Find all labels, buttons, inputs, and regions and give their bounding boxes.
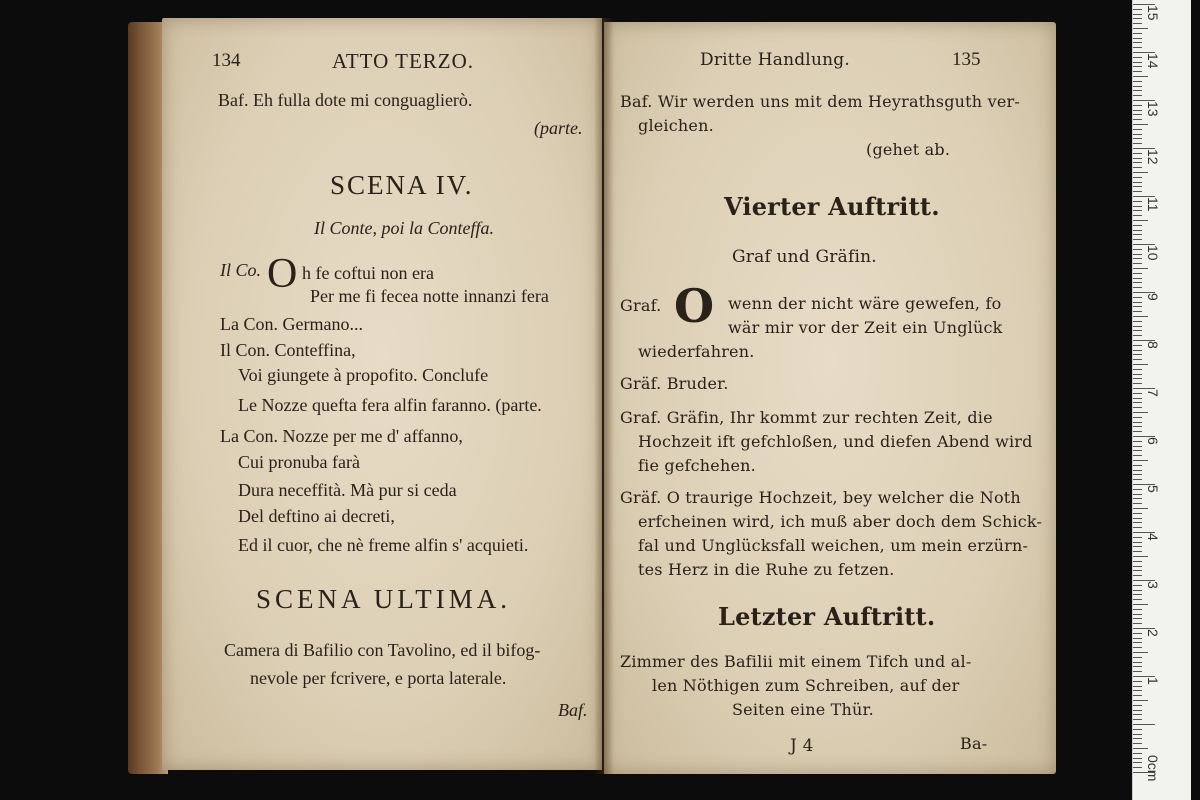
ruler-tick — [1133, 734, 1142, 735]
ruler-tick — [1133, 378, 1142, 379]
ruler-tick — [1133, 474, 1142, 475]
ruler-tick — [1133, 354, 1142, 355]
ruler-tick — [1133, 225, 1142, 226]
text-line: Baf. Wir werden uns mit dem Heyrathsguth ver- — [620, 92, 1020, 111]
signature-mark: J 4 — [790, 736, 814, 756]
ruler-tick — [1133, 321, 1142, 322]
ruler-tick — [1133, 172, 1148, 173]
ruler-tick — [1133, 633, 1142, 634]
ruler-number: 12 — [1145, 149, 1161, 165]
ruler-tick — [1133, 86, 1142, 87]
ruler-number: 7 — [1145, 389, 1161, 397]
drop-cap: O — [267, 251, 298, 297]
text-line: h fe coftui non era — [302, 263, 434, 283]
ruler-tick — [1133, 642, 1142, 643]
ruler-tick — [1133, 748, 1148, 749]
ruler-tick — [1133, 359, 1142, 360]
ruler-tick — [1133, 335, 1142, 336]
ruler-tick — [1133, 508, 1148, 509]
ruler-tick — [1133, 182, 1142, 183]
ruler-tick — [1133, 186, 1142, 187]
ruler-tick — [1133, 431, 1142, 432]
ruler-tick — [1133, 374, 1142, 375]
left-page — [162, 18, 602, 770]
ruler-tick — [1133, 513, 1142, 514]
ruler-tick — [1133, 326, 1142, 327]
ruler-tick — [1133, 268, 1148, 269]
text-line: Seiten eine Thür. — [732, 700, 874, 719]
ruler-number: 15 — [1145, 5, 1161, 21]
ruler-tick — [1133, 162, 1142, 163]
ruler-tick — [1133, 201, 1142, 202]
speaker-label: Graf. — [620, 296, 662, 315]
text-line: La Con. Nozze per me d' affanno, — [220, 426, 463, 446]
text-line: (parte. — [534, 118, 583, 138]
ruler-number: 11 — [1145, 197, 1161, 212]
ruler-tick — [1133, 143, 1142, 144]
text-line: Gräf. O traurige Hochzeit, bey welcher die Noth — [620, 488, 1021, 507]
ruler-tick — [1133, 345, 1142, 346]
speaker-label: Il Co. — [220, 260, 262, 280]
ruler-tick — [1133, 287, 1142, 288]
ruler-number: 5 — [1145, 485, 1161, 493]
left-running-head: ATTO TERZO. — [332, 49, 475, 73]
ruler-tick — [1133, 551, 1142, 552]
ruler-tick — [1133, 729, 1142, 730]
text-line: fie gefchehen. — [638, 456, 756, 475]
ruler-tick — [1133, 383, 1142, 384]
ruler-tick — [1133, 465, 1142, 466]
ruler-tick — [1133, 220, 1148, 221]
ruler-tick — [1133, 407, 1142, 408]
ruler-label: 0cm — [1145, 755, 1161, 782]
ruler-tick — [1133, 494, 1142, 495]
ruler-tick — [1133, 714, 1142, 715]
ruler-tick — [1133, 66, 1142, 67]
ruler-tick — [1133, 446, 1142, 447]
ruler-tick — [1133, 297, 1142, 298]
ruler-tick — [1133, 81, 1142, 82]
ruler-tick — [1133, 566, 1142, 567]
ruler-number: 9 — [1145, 293, 1161, 301]
scene-heading: SCENA IV. — [330, 170, 474, 200]
catchword: Baf. — [558, 700, 588, 720]
ruler-tick — [1133, 134, 1142, 135]
text-line: Camera di Bafilio con Tavolino, ed il bifog- — [224, 640, 541, 660]
ruler-tick — [1133, 489, 1142, 490]
ruler-tick — [1133, 479, 1142, 480]
ruler-tick — [1133, 278, 1142, 279]
ruler-tick — [1133, 498, 1142, 499]
ruler-number: 10 — [1145, 245, 1161, 261]
ruler-tick — [1133, 738, 1142, 739]
ruler-tick — [1133, 705, 1142, 706]
ruler-number: 3 — [1145, 581, 1161, 589]
text-line: Ed il cuor, che nè freme alfin s' acquieti. — [238, 535, 529, 555]
right-running-head: Dritte Handlung. — [700, 50, 850, 70]
text-line: erfcheinen wird, ich muß aber doch dem Schick- — [638, 512, 1043, 531]
ruler-tick — [1133, 191, 1142, 192]
ruler-tick — [1133, 398, 1142, 399]
book-gutter — [594, 18, 614, 774]
text-line: Del deftino ai decreti, — [238, 506, 395, 526]
ruler-tick — [1133, 681, 1142, 682]
text-line: wenn der nicht wäre gewefen, fo — [728, 294, 1002, 313]
ruler-tick — [1133, 57, 1142, 58]
ruler-tick — [1133, 215, 1142, 216]
ruler-tick — [1133, 95, 1142, 96]
ruler-tick — [1133, 604, 1148, 605]
text-line: Le Nozze quefta fera alfin faranno. (parte. — [238, 395, 542, 415]
ruler-number: 2 — [1145, 629, 1161, 637]
character-list: Il Conte, poi la Conteffa. — [314, 218, 494, 238]
ruler-tick — [1133, 402, 1142, 403]
ruler-number: 4 — [1145, 533, 1161, 541]
open-book — [128, 18, 1058, 778]
ruler-tick — [1133, 369, 1142, 370]
ruler-tick — [1133, 119, 1142, 120]
ruler-tick — [1133, 590, 1142, 591]
text-line: Gräf. Bruder. — [620, 374, 729, 393]
ruler-tick — [1133, 62, 1142, 63]
ruler-tick — [1133, 758, 1142, 759]
ruler-tick — [1133, 330, 1142, 331]
ruler-tick — [1133, 76, 1148, 77]
ruler-tick — [1133, 138, 1142, 139]
ruler-tick — [1133, 422, 1142, 423]
ruler-number: 6 — [1145, 437, 1161, 445]
ruler-tick — [1133, 623, 1142, 624]
ruler-tick — [1133, 282, 1142, 283]
text-line: nevole per fcrivere, e porta laterale. — [250, 668, 507, 688]
ruler-tick — [1133, 695, 1142, 696]
ruler-tick — [1133, 28, 1148, 29]
ruler-tick — [1133, 42, 1142, 43]
ruler-tick — [1133, 719, 1142, 720]
ruler-tick — [1133, 258, 1142, 259]
ruler-tick — [1133, 306, 1142, 307]
ruler-tick — [1133, 575, 1142, 576]
ruler-tick — [1133, 210, 1142, 211]
ruler-tick — [1133, 647, 1142, 648]
ruler-tick — [1133, 239, 1142, 240]
ruler-tick — [1133, 177, 1142, 178]
ruler-tick — [1133, 234, 1142, 235]
ruler-number: 8 — [1145, 341, 1161, 349]
ruler-tick — [1133, 585, 1142, 586]
ruler-number: 1 — [1145, 677, 1161, 685]
text-line: wär mir vor der Zeit ein Unglück — [728, 318, 1003, 337]
ruler-tick — [1133, 450, 1142, 451]
ruler-tick — [1133, 503, 1142, 504]
drop-cap: O — [674, 279, 715, 333]
ruler-tick — [1133, 47, 1142, 48]
right-page — [604, 22, 1056, 774]
ruler-tick — [1133, 599, 1142, 600]
ruler-tick — [1133, 441, 1142, 442]
scene-heading: SCENA ULTIMA. — [256, 584, 512, 614]
ruler-tick — [1133, 426, 1142, 427]
ruler-tick — [1133, 393, 1142, 394]
text-line: Dura neceffità. Mà pur si ceda — [238, 480, 457, 500]
ruler-tick — [1133, 638, 1142, 639]
ruler-tick — [1133, 124, 1148, 125]
ruler-tick — [1133, 556, 1148, 557]
ruler-tick — [1133, 71, 1142, 72]
ruler-tick — [1133, 38, 1142, 39]
ruler-tick — [1133, 518, 1142, 519]
ruler-tick — [1133, 690, 1142, 691]
ruler-tick — [1133, 114, 1142, 115]
ruler-tick — [1133, 254, 1142, 255]
ruler-tick — [1133, 609, 1142, 610]
ruler-tick — [1133, 316, 1148, 317]
ruler-tick — [1133, 9, 1142, 10]
text-line: len Nöthigen zum Schreiben, auf der — [652, 676, 960, 695]
ruler-tick — [1133, 23, 1142, 24]
text-line: fal und Unglücksfall weichen, um mein erzürn- — [638, 536, 1029, 555]
ruler-tick — [1133, 302, 1142, 303]
ruler-tick — [1133, 455, 1142, 456]
text-line: tes Herz in die Ruhe zu fetzen. — [638, 560, 895, 579]
ruler-tick — [1133, 364, 1148, 365]
ruler-tick — [1133, 594, 1142, 595]
ruler-tick — [1133, 671, 1142, 672]
text-line: Baf. Eh fulla dote mi conguaglierò. — [218, 90, 473, 110]
ruler-tick — [1133, 662, 1142, 663]
ruler-tick — [1133, 561, 1142, 562]
ruler-tick — [1133, 460, 1148, 461]
ruler-tick — [1133, 33, 1142, 34]
measurement-ruler — [1132, 0, 1191, 800]
ruler-tick — [1133, 724, 1155, 725]
ruler-tick — [1133, 110, 1142, 111]
text-line: Hochzeit ift gefchloßen, und diefen Abend wird — [638, 432, 1033, 451]
text-line: Cui pronuba farà — [238, 452, 360, 472]
ruler-tick — [1133, 618, 1142, 619]
ruler-tick — [1133, 542, 1142, 543]
ruler-tick — [1133, 412, 1148, 413]
text-line: Il Con. Conteffina, — [220, 340, 356, 360]
ruler-tick — [1133, 470, 1142, 471]
ruler-tick — [1133, 206, 1142, 207]
text-line: gleichen. — [638, 116, 714, 135]
ruler-tick — [1133, 105, 1142, 106]
ruler-tick — [1133, 666, 1142, 667]
ruler-tick — [1133, 153, 1142, 154]
ruler-tick — [1133, 273, 1142, 274]
ruler-tick — [1133, 657, 1142, 658]
ruler-tick — [1133, 546, 1142, 547]
ruler-tick — [1133, 753, 1142, 754]
ruler-tick — [1133, 537, 1142, 538]
text-line: wiederfahren. — [638, 342, 755, 361]
left-page-number: 134 — [212, 50, 241, 71]
ruler-tick — [1133, 652, 1148, 653]
text-line: (gehet ab. — [866, 140, 951, 159]
ruler-tick — [1133, 522, 1142, 523]
text-line: Voi giungete à propofito. Conclufe — [238, 365, 489, 385]
ruler-tick — [1133, 743, 1142, 744]
ruler-tick — [1133, 527, 1142, 528]
catchword: Ba- — [960, 734, 988, 753]
ruler-tick — [1133, 129, 1142, 130]
ruler-tick — [1133, 350, 1142, 351]
ruler-tick — [1133, 263, 1142, 264]
ruler-tick — [1133, 167, 1142, 168]
text-line: La Con. Germano... — [220, 314, 363, 334]
ruler-tick — [1133, 700, 1148, 701]
ruler-number: 13 — [1145, 101, 1161, 117]
ruler-number: 14 — [1145, 53, 1161, 69]
ruler-tick — [1133, 311, 1142, 312]
ruler-tick — [1133, 417, 1142, 418]
character-list: Graf und Gräfin. — [732, 247, 877, 267]
scene-heading: Letzter Auftritt. — [718, 602, 936, 631]
scene-heading: Vierter Auftritt. — [724, 192, 940, 221]
ruler-tick — [1133, 767, 1142, 768]
ruler-tick — [1133, 230, 1142, 231]
text-line: Zimmer des Bafilii mit einem Tifch und al- — [620, 652, 972, 671]
ruler-tick — [1133, 158, 1142, 159]
ruler-tick — [1133, 762, 1142, 763]
ruler-tick — [1133, 686, 1142, 687]
ruler-tick — [1133, 570, 1142, 571]
ruler-tick — [1133, 249, 1142, 250]
ruler-tick — [1133, 614, 1142, 615]
ruler-tick — [1133, 710, 1142, 711]
ruler-tick — [1133, 90, 1142, 91]
ruler-tick — [1133, 18, 1142, 19]
text-line: Per me fi fecea notte innanzi fera — [310, 286, 549, 306]
right-page-number: 135 — [952, 49, 981, 70]
text-line: Graf. Gräfin, Ihr kommt zur rechten Zeit, die — [620, 408, 993, 427]
ruler-tick — [1133, 14, 1142, 15]
